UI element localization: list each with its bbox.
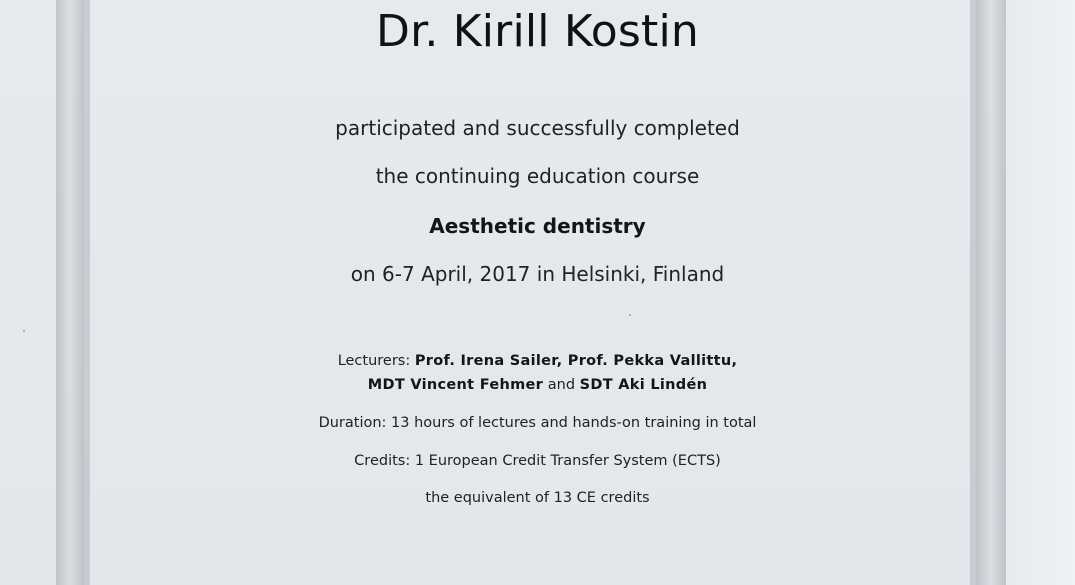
paper-speck [23, 330, 25, 332]
course-title: Aesthetic dentistry [429, 214, 646, 238]
course-credits: Credits: 1 European Credit Transfer System (ECTS) [354, 453, 721, 469]
course-date-location: on 6-7 April, 2017 in Helsinki, Finland [350, 262, 725, 286]
ce-credits-equivalent: the equivalent of 13 CE credits [425, 490, 650, 506]
lecturers-label: Lecturers: [337, 353, 411, 369]
paper-speck [629, 314, 631, 316]
recipient-name: Dr. Kirill Kostin [375, 6, 699, 57]
course-duration: Duration: 13 hours of lectures and hands-on training in total [318, 415, 757, 431]
lecturer-name-third: MDT Vincent Fehmer [367, 377, 544, 393]
lecturers-conjunction: and [547, 377, 576, 393]
lecturers-line-2 [0, 375, 1075, 395]
participation-statement: participated and successfully completed [335, 116, 740, 140]
course-intro-text: the continuing education course [375, 164, 700, 188]
lecturers-line-1 [0, 351, 1075, 371]
lecturers-names-first: Prof. Irena Sailer, Prof. Pekka Vallittu, [414, 353, 738, 369]
lecturer-name-fourth: SDT Aki Lindén [579, 377, 708, 393]
